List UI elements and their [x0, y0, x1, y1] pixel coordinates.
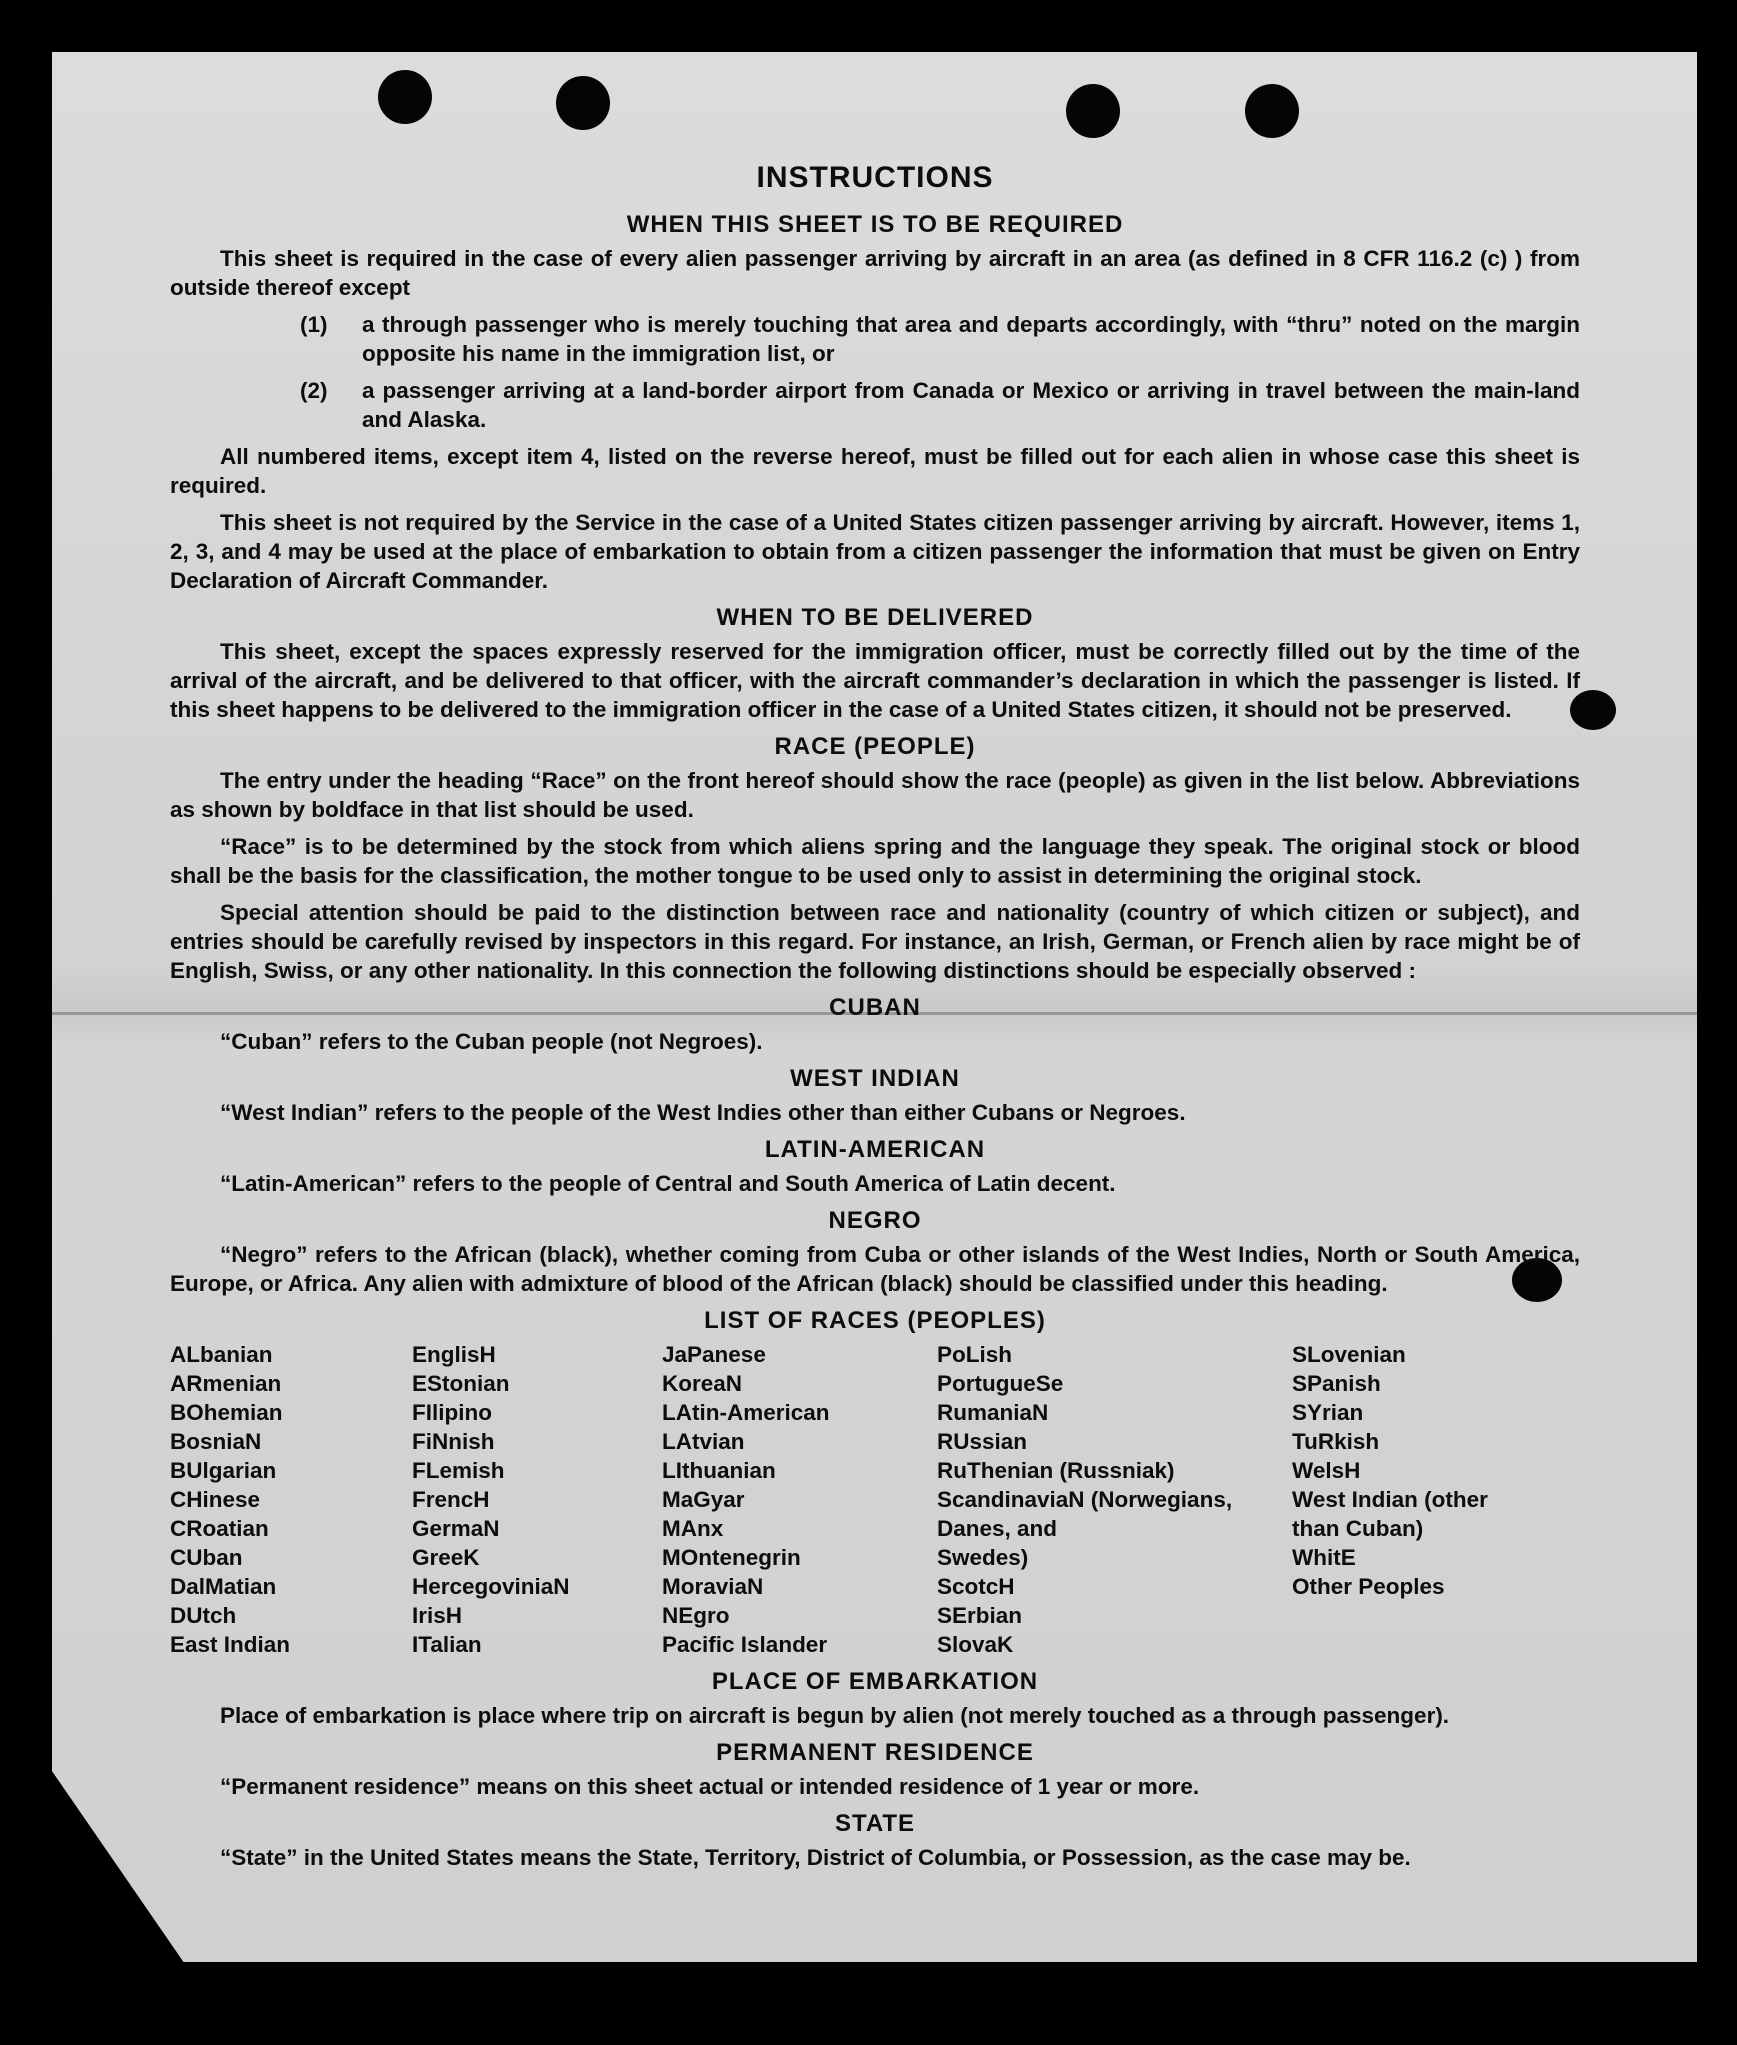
heading-race: RACE (PEOPLE) — [774, 733, 976, 760]
race-entry: FiNnish — [412, 1429, 495, 1454]
race-entry: LAtvian — [662, 1429, 745, 1454]
race-entry: WelsH — [1292, 1458, 1361, 1483]
heading-cuban: CUBAN — [829, 994, 921, 1021]
item-text: a passenger arriving at a land-border airport from Canada or Mexico or arriving in travel between the main-land and Alaska. — [362, 378, 1580, 432]
race-entry: LIthuanian — [662, 1458, 776, 1483]
race-entry: ScandinaviaN (Norwegians, — [937, 1487, 1233, 1512]
race-entry: PoLish — [937, 1342, 1013, 1367]
race-entry: ITalian — [412, 1632, 482, 1657]
when-required-para1: All numbered items, except item 4, listed on the reverse hereof, must be filled out for each alien in whose case this sheet is required. — [170, 444, 1580, 498]
race-entry: CRoatian — [170, 1516, 269, 1541]
race-entry: NEgro — [662, 1603, 730, 1628]
race-entry: MaGyar — [662, 1487, 745, 1512]
race-entry: IrisH — [412, 1603, 463, 1628]
race-entry: than Cuban) — [1292, 1516, 1424, 1541]
race-para1: The entry under the heading “Race” on the front hereof should show the race (people) as given in the list below. Abbreviations as shown by boldface in that list should be used. — [170, 768, 1580, 822]
race-entry: RuThenian (Russniak) — [937, 1458, 1175, 1483]
races-column — [662, 1340, 937, 1659]
race-entry: MAnx — [662, 1516, 724, 1541]
when-required-intro: This sheet is required in the case of every alien passenger arriving by aircraft in an area (as defined in 8 CFR 116.2 (c) ) from outside thereof except — [170, 246, 1580, 300]
punch-hole — [1245, 84, 1299, 138]
race-entry: DUtch — [170, 1603, 237, 1628]
races-column — [412, 1340, 662, 1659]
exception-item — [300, 376, 1580, 434]
races-column — [937, 1340, 1292, 1659]
heading-latin-american: LATIN-AMERICAN — [764, 1136, 986, 1163]
race-entry: FIlipino — [412, 1400, 492, 1425]
race-entry: East Indian — [170, 1632, 291, 1657]
instructions-content — [170, 160, 1580, 1880]
race-entry: KoreaN — [662, 1371, 743, 1396]
race-entry: GreeK — [412, 1545, 480, 1570]
residence-text: “Permanent residence” means on this sheet actual or intended residence of 1 year or more. — [220, 1774, 1200, 1799]
punch-hole — [378, 70, 432, 124]
when-required-para2: This sheet is not required by the Service in the case of a United States citizen passenger arriving by aircraft. However, items 1, 2, 3, and 4 may be used at the place of embarkation to obtain from a citizen passenger the information that must be given on Entry Declaration of Aircraft Commander. — [170, 510, 1580, 593]
when-delivered-text: This sheet, except the spaces expressly reserved for the immigration officer, must be correctly filled out by the time of the arrival of the aircraft, and be delivered to that officer, with the aircraft commander’s declaration in which the passenger is listed. If this sheet happens to be delivered to the immigration officer in the case of a United States citizen, it should not be preserved. — [170, 639, 1580, 722]
latin-american-text: “Latin-American” refers to the people of Central and South America of Latin decent. — [220, 1171, 1116, 1196]
race-entry: CUban — [170, 1545, 243, 1570]
heading-negro: NEGRO — [828, 1207, 922, 1234]
race-entry: Other Peoples — [1292, 1574, 1445, 1599]
race-entry: MoraviaN — [662, 1574, 764, 1599]
race-entry: FLemish — [412, 1458, 505, 1483]
heading-residence: PERMANENT RESIDENCE — [716, 1739, 1034, 1766]
race-entry: LAtin-American — [662, 1400, 830, 1425]
exception-item — [300, 310, 1580, 368]
race-entry: SPanish — [1292, 1371, 1381, 1396]
race-entry: DalMatian — [170, 1574, 277, 1599]
race-entry: JaPanese — [662, 1342, 766, 1367]
race-entry: MOntenegrin — [662, 1545, 801, 1570]
race-entry: SErbian — [937, 1603, 1023, 1628]
race-entry: EnglisH — [412, 1342, 496, 1367]
heading-when-required: WHEN THIS SHEET IS TO BE REQUIRED — [626, 211, 1124, 238]
race-entry: FrencH — [412, 1487, 490, 1512]
race-entry: BosniaN — [170, 1429, 262, 1454]
page-title: INSTRUCTIONS — [756, 161, 994, 194]
item-text: a through passenger who is merely touching that area and departs accordingly, with “thru” noted on the margin opposite his name in the immigration list, or — [362, 312, 1580, 366]
race-entry: BOhemian — [170, 1400, 283, 1425]
item-number: (2) — [300, 378, 328, 403]
races-list — [170, 1340, 1580, 1659]
race-entry: CHinese — [170, 1487, 261, 1512]
heading-when-delivered: WHEN TO BE DELIVERED — [716, 604, 1034, 631]
punch-hole — [1066, 84, 1120, 138]
cuban-text: “Cuban” refers to the Cuban people (not Negroes). — [220, 1029, 763, 1054]
race-entry: RumaniaN — [937, 1400, 1049, 1425]
race-entry: ALbanian — [170, 1342, 273, 1367]
race-entry: HercegoviniaN — [412, 1574, 570, 1599]
race-entry: WhitE — [1292, 1545, 1356, 1570]
race-entry: West Indian (other — [1292, 1487, 1488, 1512]
races-column — [1292, 1340, 1532, 1659]
heading-west-indian: WEST INDIAN — [790, 1065, 960, 1092]
races-column — [170, 1340, 412, 1659]
heading-state: STATE — [834, 1810, 916, 1837]
item-number: (1) — [300, 312, 328, 337]
state-text: “State” in the United States means the State, Territory, District of Columbia, or Possession, as the case may be. — [220, 1845, 1411, 1870]
race-para2: “Race” is to be determined by the stock from which aliens spring and the language they speak. The original stock or blood shall be the basis for the classification, the mother tongue to be used only to assist in determining the original stock. — [170, 834, 1580, 888]
race-entry: SLovenian — [1292, 1342, 1406, 1367]
race-para3: Special attention should be paid to the distinction between race and nationality (country of which citizen or subject), and entries should be carefully revised by inspectors in this regard. For instance, an Irish, German, or French alien by race might be of English, Swiss, or any other nationality. In this connection the following distinctions should be especially observed : — [170, 900, 1580, 983]
race-entry: ARmenian — [170, 1371, 282, 1396]
negro-text: “Negro” refers to the African (black), whether coming from Cuba or other islands of the West Indies, North or South America, Europe, or Africa. Any alien with admixture of blood of the African (black) should be classified under this heading. — [170, 1242, 1580, 1296]
heading-embarkation: PLACE OF EMBARKATION — [711, 1668, 1039, 1695]
heading-list-of-races: LIST OF RACES (PEOPLES) — [704, 1307, 1046, 1334]
race-entry: Pacific Islander — [662, 1632, 828, 1657]
race-entry: ScotcH — [937, 1574, 1015, 1599]
race-entry: SYrian — [1292, 1400, 1364, 1425]
race-entry: BUlgarian — [170, 1458, 277, 1483]
embarkation-text: Place of embarkation is place where trip on aircraft is begun by alien (not merely touched as a through passenger). — [220, 1703, 1450, 1728]
race-entry: Danes, and — [937, 1516, 1058, 1541]
race-entry: SlovaK — [937, 1632, 1014, 1657]
race-entry: PortugueSe — [937, 1371, 1064, 1396]
race-entry: RUssian — [937, 1429, 1028, 1454]
punch-hole — [556, 76, 610, 130]
race-entry: TuRkish — [1292, 1429, 1380, 1454]
race-entry: GermaN — [412, 1516, 500, 1541]
race-entry: Swedes) — [937, 1545, 1029, 1570]
race-entry: EStonian — [412, 1371, 510, 1396]
west-indian-text: “West Indian” refers to the people of the West Indies other than either Cubans or Negroes. — [220, 1100, 1186, 1125]
